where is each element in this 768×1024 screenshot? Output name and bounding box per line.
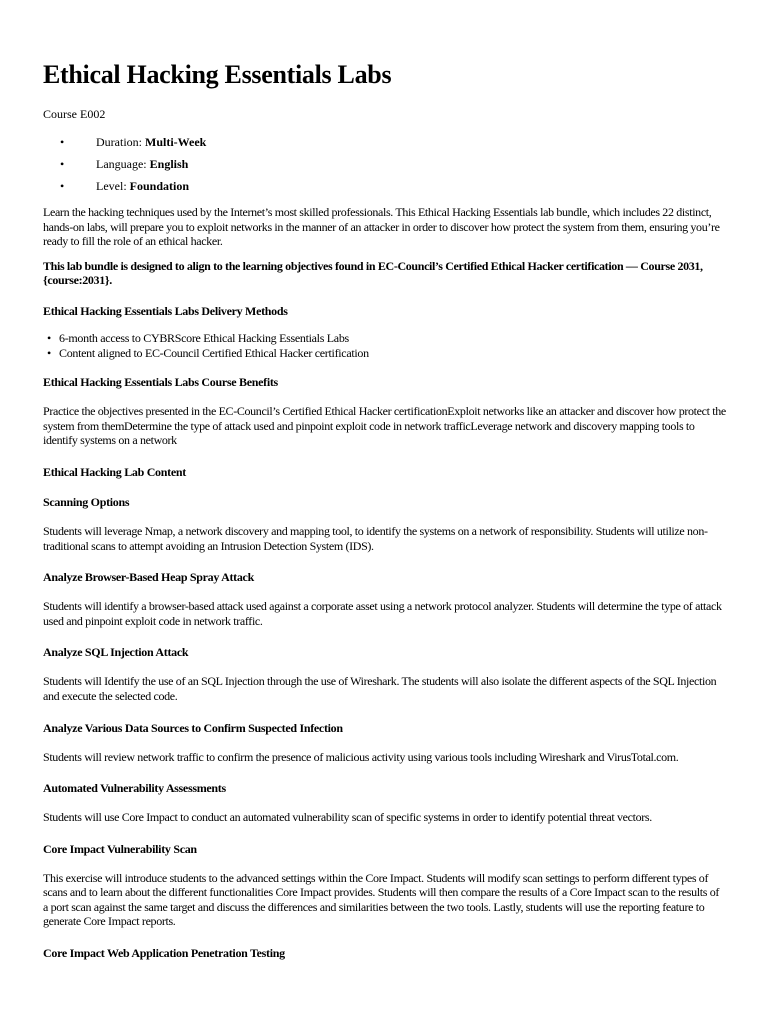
spec-level	[43, 179, 726, 193]
page-title: Ethical Hacking Essentials Labs	[43, 60, 392, 89]
lab-heading: Analyze SQL Injection Attack	[43, 645, 189, 660]
lab-description: Students will identify a browser-based attack used against a corporate asset using a network protocol analyzer. Students will determine the type of attack used and pinpoint exploit code in network traffic.	[43, 599, 722, 628]
spec-value: Foundation	[129, 179, 190, 193]
lab-heading: Core Impact Vulnerability Scan	[43, 841, 197, 856]
lab-description: Students will use Core Impact to conduct an automated vulnerability scan of specific systems in order to identify potential threat vectors.	[43, 810, 652, 825]
lab-heading: Scanning Options	[43, 494, 130, 509]
list-item: • 6-month access to CYBRScore Ethical Hacking Essentials Labs	[43, 331, 726, 346]
lab-description: Students will leverage Nmap, a network discovery and mapping tool, to identify the systems on a network of responsibility. Students will utilize non-traditional scans to attempt avoiding an Intrusion Detection System (IDS).	[43, 523, 708, 553]
lab-heading: Core Impact Web Application Penetration Testing	[43, 946, 285, 961]
spec-duration	[43, 135, 726, 149]
course-code: Course E002	[43, 107, 106, 121]
spec-language	[43, 157, 726, 171]
lab-content-heading: Ethical Hacking Lab Content	[43, 464, 186, 479]
lab-heading: Analyze Browser-Based Heap Spray Attack	[43, 570, 254, 585]
benefits-heading: Ethical Hacking Essentials Labs Course Benefits	[43, 375, 278, 390]
course-specs	[43, 135, 726, 193]
alignment-note: This lab bundle is designed to align to the learning objectives found in EC-Council’s Certified Ethical Hacker certification — Course 2031, {course:2031}.	[43, 258, 703, 288]
lab-heading: Automated Vulnerability Assessments	[43, 781, 226, 796]
delivery-list	[43, 331, 726, 360]
lab-description: Students will Identify the use of an SQL Injection through the use of Wireshark. The students will also isolate the different aspects of the SQL Injection and execute the selected code.	[43, 674, 717, 703]
lab-description: This exercise will introduce students to the advanced settings within the Core Impact. Students will modify scan settings to perform different types of scans and to learn about the different functionalities Core Impact provides. Students will then compare the results of a Core Impact scan to the results of a port scan against the same target and discuss the differences and similarities between the two tools. Lastly, students will use the reporting feature to generate Core Impact reports.	[43, 870, 719, 929]
delivery-heading: Ethical Hacking Essentials Labs Delivery Methods	[43, 303, 288, 318]
spec-label: Language:	[96, 157, 150, 171]
spec-value: English	[149, 157, 189, 171]
lab-description: Students will review network traffic to confirm the presence of malicious activity using various tools including Wireshark and VirusTotal.com.	[43, 749, 679, 764]
intro-paragraph: Learn the hacking techniques used by the Internet’s most skilled professionals. This Ethical Hacking Essentials lab bundle, which includes 22 distinct, hands-on labs, will prepare you to exploit networks in the manner of an attacker in order to discover how protect the system from them, ensuring you’re ready to fill the role of an ethical hacker.	[43, 205, 720, 249]
spec-label: Duration:	[96, 135, 145, 149]
spec-value: Multi-Week	[145, 135, 207, 149]
list-item: • Content aligned to EC-Council Certified Ethical Hacker certification	[43, 346, 726, 361]
benefits-paragraph: Practice the objectives presented in the EC-Council’s Certified Ethical Hacker certificationExploit networks like an attacker and discover how protect the system from themDetermine the type of attack used and pinpoint exploit code in network trafficLeverage network and discovery mapping tools to identify systems on a network	[43, 404, 726, 448]
spec-label: Level:	[96, 179, 130, 193]
lab-heading: Analyze Various Data Sources to Confirm Suspected Infection	[43, 720, 343, 735]
